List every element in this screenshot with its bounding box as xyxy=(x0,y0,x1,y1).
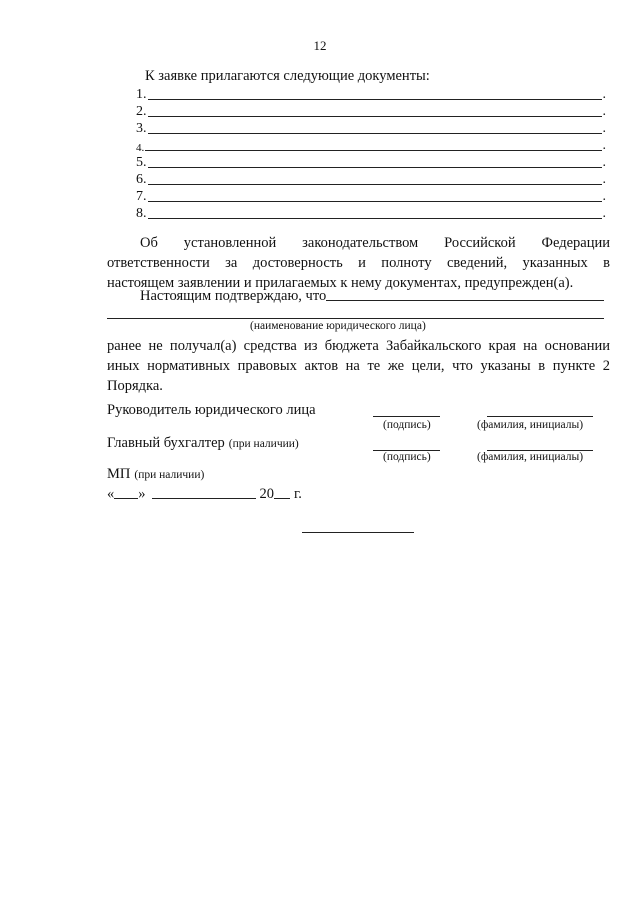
date-line xyxy=(107,483,302,503)
confirm-line-1: ранее не получал(а) средства из бюджета Забайкальского края на основании xyxy=(107,338,610,354)
confirm-line-2: иных нормативных правовых актов на те же цели, что указаны в пункте 2 xyxy=(107,358,610,374)
confirm-line-3: Порядка. xyxy=(107,378,163,394)
attachment-field[interactable] xyxy=(148,200,602,202)
head-name-field[interactable] xyxy=(487,416,593,417)
attachment-item xyxy=(136,205,606,222)
attachment-item xyxy=(136,103,606,120)
date-close-quote: » xyxy=(138,486,146,502)
attachment-field[interactable] xyxy=(148,132,602,134)
responsibility-line-2: ответственности за достоверность и полноту сведений, указанных в xyxy=(107,255,610,271)
attachment-field[interactable] xyxy=(148,115,602,117)
legal-entity-name-field[interactable] xyxy=(326,300,604,301)
responsibility-paragraph xyxy=(107,233,610,293)
accountant-note: (при наличии) xyxy=(228,438,299,450)
head-signature-caption: (подпись) xyxy=(383,419,431,431)
accountant-label-row xyxy=(107,434,299,452)
date-day-field[interactable] xyxy=(114,498,138,499)
attachment-number: 6. xyxy=(136,172,147,187)
accountant-name-caption: (фамилия, инициалы) xyxy=(477,451,584,463)
responsibility-line-3: настоящем заявлении и прилагаемых к нему документах, предупрежден(а). xyxy=(107,275,574,291)
attachment-item xyxy=(136,137,606,154)
head-name-caption: (фамилия, инициалы) xyxy=(477,419,584,431)
attachment-number: 7. xyxy=(136,189,147,204)
end-separator xyxy=(302,532,414,533)
date-open-quote: « xyxy=(107,486,115,502)
attachment-number: 4. xyxy=(136,142,145,154)
attachment-period: . xyxy=(602,155,606,170)
attachment-number: 3. xyxy=(136,121,147,136)
attachment-number: 5. xyxy=(136,155,147,170)
accountant-signature-caption: (подпись) xyxy=(383,451,431,463)
attachment-field[interactable] xyxy=(148,217,602,219)
attachment-period: . xyxy=(602,189,606,204)
attachment-number: 1. xyxy=(136,87,147,102)
attachment-period: . xyxy=(602,87,606,102)
confirm-row xyxy=(140,285,604,305)
attachment-field[interactable] xyxy=(148,98,602,100)
attachment-number: 8. xyxy=(136,206,147,221)
head-label: Руководитель юридического лица xyxy=(107,402,316,418)
confirm-paragraph xyxy=(107,336,610,396)
attachment-period: . xyxy=(602,172,606,187)
attachment-field[interactable] xyxy=(145,149,601,151)
attachment-item xyxy=(136,154,606,171)
attachment-period: . xyxy=(602,104,606,119)
stamp-row xyxy=(107,465,204,483)
attachment-field[interactable] xyxy=(148,166,602,168)
attachment-period: . xyxy=(602,206,606,221)
attachment-item xyxy=(136,86,606,103)
attachment-period: . xyxy=(602,121,606,136)
confirm-prefix: Настоящим подтверждаю, что xyxy=(140,288,327,304)
accountant-label: Главный бухгалтер xyxy=(107,435,225,451)
attachment-item xyxy=(136,120,606,137)
head-signature-field[interactable] xyxy=(373,416,440,417)
date-year-prefix: 20 xyxy=(259,486,274,502)
attachment-period: . xyxy=(602,138,606,153)
stamp-note: (при наличии) xyxy=(134,469,205,481)
date-month-field[interactable] xyxy=(152,498,256,499)
attachment-field[interactable] xyxy=(148,183,602,185)
legal-entity-name-field-continuation[interactable] xyxy=(107,318,604,319)
attachment-item xyxy=(136,171,606,188)
date-year-field[interactable] xyxy=(274,498,290,499)
attachment-item xyxy=(136,188,606,205)
legal-entity-caption: (наименование юридического лица) xyxy=(250,320,426,332)
page-number: 12 xyxy=(313,38,327,53)
responsibility-line-1: Об установленной законодательством Российской Федерации xyxy=(140,235,610,251)
date-year-suffix: г. xyxy=(294,486,302,502)
attachment-number: 2. xyxy=(136,104,147,119)
stamp-label: МП xyxy=(107,466,131,482)
attachments-intro: К заявке прилагаются следующие документы: xyxy=(145,68,430,84)
